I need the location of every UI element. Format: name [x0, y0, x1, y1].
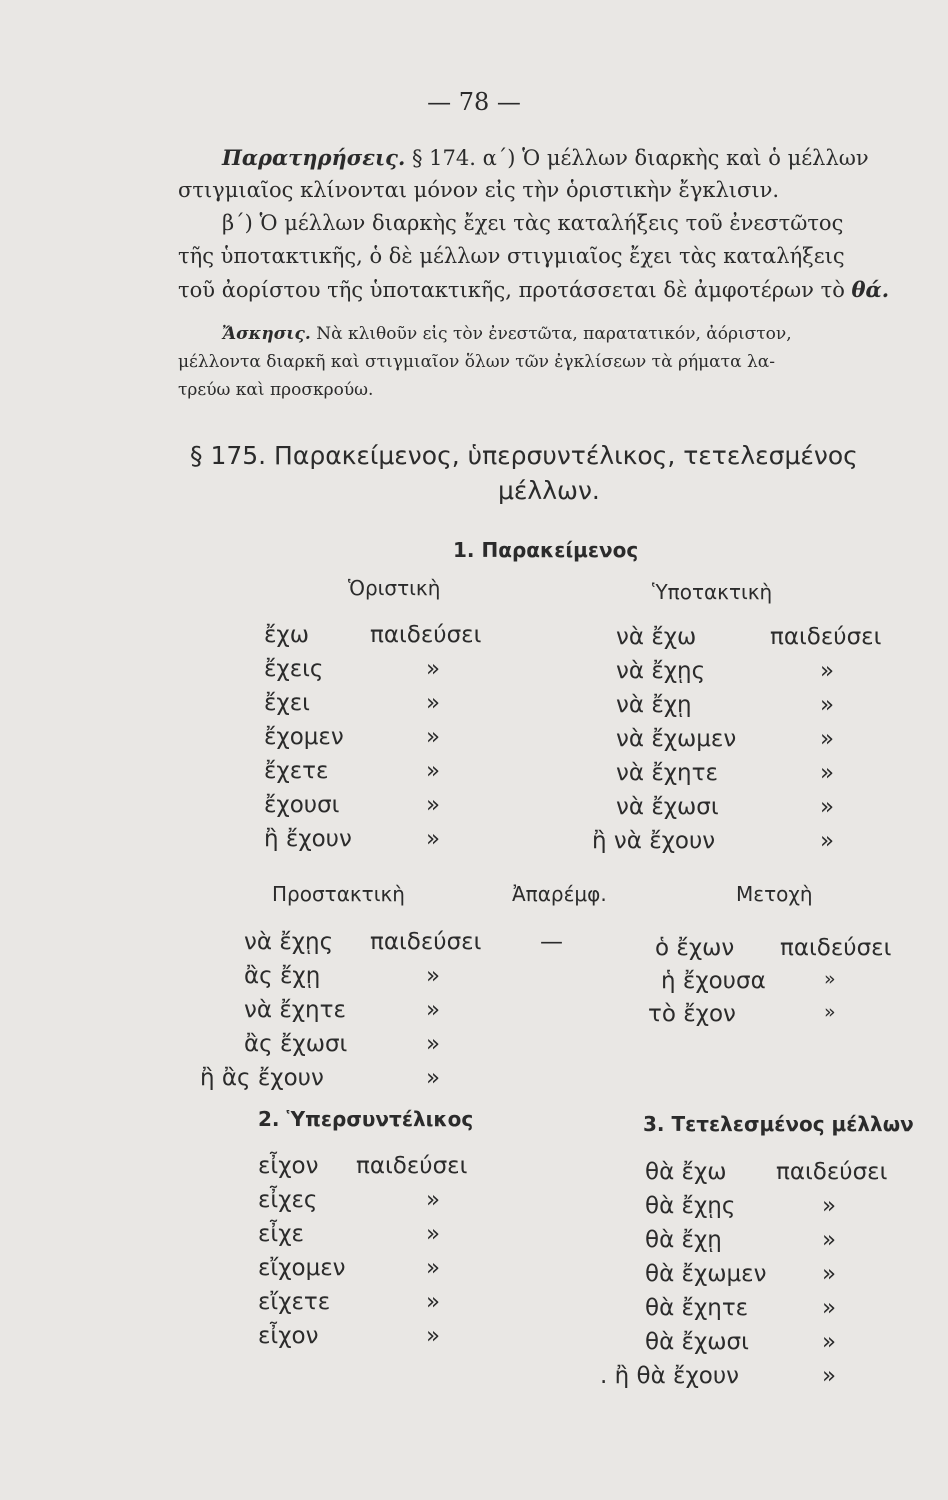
ditto-mark: »	[426, 963, 441, 989]
form-text: ἔχεις	[264, 656, 324, 682]
observations-line-2: στιγμιαῖος κλίνονται μόνον εἰς τὴν ὁριστικὴν ἔγκλισιν.	[178, 178, 780, 202]
ditto-mark: »	[824, 1001, 836, 1023]
observations-line-4: τῆς ὑποτακτικῆς, ὁ δὲ μέλλων στιγμιαῖος ἔχει τὰς καταλήξεις	[178, 244, 845, 268]
observations-line-1	[222, 141, 869, 175]
ditto-mark: »	[426, 1187, 441, 1213]
participle-text: παιδεύσει	[370, 622, 482, 648]
observations-line-1-text: § 174. α΄) Ὁ μέλλων διαρκὴς καὶ ὁ μέλλων	[405, 146, 869, 170]
ditto-mark: »	[820, 726, 835, 752]
section-175-heading-line-2: μέλλων.	[498, 476, 600, 505]
ditto-mark: »	[426, 1289, 441, 1315]
participle-text: παιδεύσει	[780, 935, 892, 961]
form-text: νὰ ἔχωμεν	[616, 726, 737, 752]
ditto-mark: »	[426, 792, 441, 818]
form-text: θὰ ἔχητε	[645, 1295, 749, 1321]
form-text: ἂς ἔχῃ	[244, 963, 321, 989]
ditto-mark: »	[824, 968, 836, 990]
ditto-mark: »	[426, 758, 441, 784]
form-text: εἶχον	[258, 1323, 319, 1349]
form-text: εἴχομεν	[258, 1255, 346, 1281]
form-text: εἶχες	[258, 1187, 318, 1213]
observations-line-3: β΄) Ὁ μέλλων διαρκὴς ἔχει τὰς καταλήξεις τοῦ ἐνεστῶτος	[222, 211, 844, 235]
form-text: ὁ ἔχων	[655, 935, 735, 961]
perfect-title: 1. Παρακείμενος	[453, 538, 639, 562]
ditto-mark: »	[822, 1363, 837, 1389]
form-text: ἔχομεν	[264, 724, 344, 750]
exercise-line-1-text: Νὰ κλιθοῦν εἰς τὸν ἐνεστῶτα, παρατατικόν, ἀόριστον,	[310, 324, 792, 344]
form-text: θὰ ἔχωσι	[645, 1329, 749, 1355]
form-text: ἔχει	[264, 690, 310, 716]
exercise-line-1	[222, 321, 792, 348]
form-text: ἔχετε	[264, 758, 329, 784]
form-text: ἢ νὰ ἔχουν	[592, 828, 716, 854]
form-text: εἶχον	[258, 1153, 319, 1179]
ditto-mark: »	[822, 1329, 837, 1355]
participle-text: παιδεύσει	[770, 624, 882, 650]
tha-particle: θά.	[851, 277, 890, 302]
participle-text: παιδεύσει	[370, 929, 482, 955]
ditto-mark: »	[822, 1261, 837, 1287]
form-text: νὰ ἔχῃ	[616, 692, 692, 718]
form-text: θὰ ἔχωμεν	[645, 1261, 767, 1287]
form-text: ἔχω	[264, 622, 309, 648]
future-perfect-title: 3. Τετελεσμένος μέλλων	[643, 1112, 914, 1136]
ditto-mark: »	[820, 692, 835, 718]
ditto-mark: »	[822, 1193, 837, 1219]
form-text: εἴχετε	[258, 1289, 331, 1315]
form-text: νὰ ἔχῃς	[616, 658, 706, 684]
ditto-mark: »	[822, 1295, 837, 1321]
form-text: νὰ ἔχῃς	[244, 929, 334, 955]
form-text: νὰ ἔχωσι	[616, 794, 719, 820]
indicative-header: Ὁριστικὴ	[348, 576, 441, 600]
ditto-mark: »	[820, 658, 835, 684]
ditto-mark: »	[426, 1065, 441, 1091]
ditto-mark: »	[820, 794, 835, 820]
ditto-mark: »	[426, 826, 441, 852]
exercise-line-2: μέλλοντα διαρκῆ καὶ στιγμιαῖον ὅλων τῶν ἐγκλίσεων τὰ ρήματα λα-	[178, 352, 775, 372]
infinitive-header: Ἀπαρέμφ.	[512, 882, 607, 906]
ditto-mark: »	[426, 1221, 441, 1247]
observations-line-5-text: τοῦ ἀορίστου τῆς ὑποτακτικῆς, προτάσσεται δὲ ἀμφοτέρων τὸ	[178, 278, 852, 302]
form-text: ἂς ἔχωσι	[244, 1031, 348, 1057]
form-text: . ἢ θὰ ἔχουν	[600, 1363, 739, 1389]
ditto-mark: »	[426, 690, 441, 716]
form-text: θὰ ἔχω	[645, 1159, 727, 1185]
form-text: νὰ ἔχητε	[616, 760, 718, 786]
ditto-mark: »	[426, 1323, 441, 1349]
participle-text: παιδεύσει	[356, 1153, 468, 1179]
ditto-mark: »	[426, 997, 441, 1023]
participle-header: Μετοχὴ	[736, 882, 813, 906]
ditto-mark: »	[820, 760, 835, 786]
observations-line-5	[178, 273, 889, 307]
ditto-mark: »	[426, 1031, 441, 1057]
page-number: — 78 —	[427, 88, 521, 116]
exercise-line-3: τρεύω καὶ προσκρούω.	[178, 380, 374, 400]
subjunctive-header: Ὑποτακτικὴ	[652, 580, 773, 604]
ditto-mark: »	[822, 1227, 837, 1253]
ditto-mark: »	[426, 724, 441, 750]
form-text: θὰ ἔχῃ	[645, 1227, 722, 1253]
ditto-mark: »	[426, 1255, 441, 1281]
form-text: νὰ ἔχητε	[244, 997, 346, 1023]
form-text: τὸ ἔχον	[648, 1001, 736, 1027]
imperative-header: Προστακτικὴ	[272, 882, 405, 906]
infinitive-dash: —	[540, 929, 563, 955]
form-text: εἶχε	[258, 1221, 304, 1247]
exercise-label: Ἄσκησις.	[222, 324, 311, 344]
form-text: νὰ ἔχω	[616, 624, 697, 650]
observations-label: Παρατηρήσεις.	[222, 145, 406, 170]
section-175-heading: § 175. Παρακείμενος, ὑπερσυντέλικος, τετελεσμένος	[190, 441, 858, 470]
form-text: ἢ ἂς ἔχουν	[200, 1065, 324, 1091]
participle-text: παιδεύσει	[776, 1159, 888, 1185]
ditto-mark: »	[820, 828, 835, 854]
form-text: θὰ ἔχῃς	[645, 1193, 736, 1219]
form-text: ἔχουσι	[264, 792, 340, 818]
pluperfect-title: 2. Ὑπερσυντέλικος	[258, 1107, 474, 1131]
ditto-mark: »	[426, 656, 441, 682]
form-text: ἡ ἔχουσα	[661, 968, 766, 994]
form-text: ἢ ἔχουν	[264, 826, 352, 852]
